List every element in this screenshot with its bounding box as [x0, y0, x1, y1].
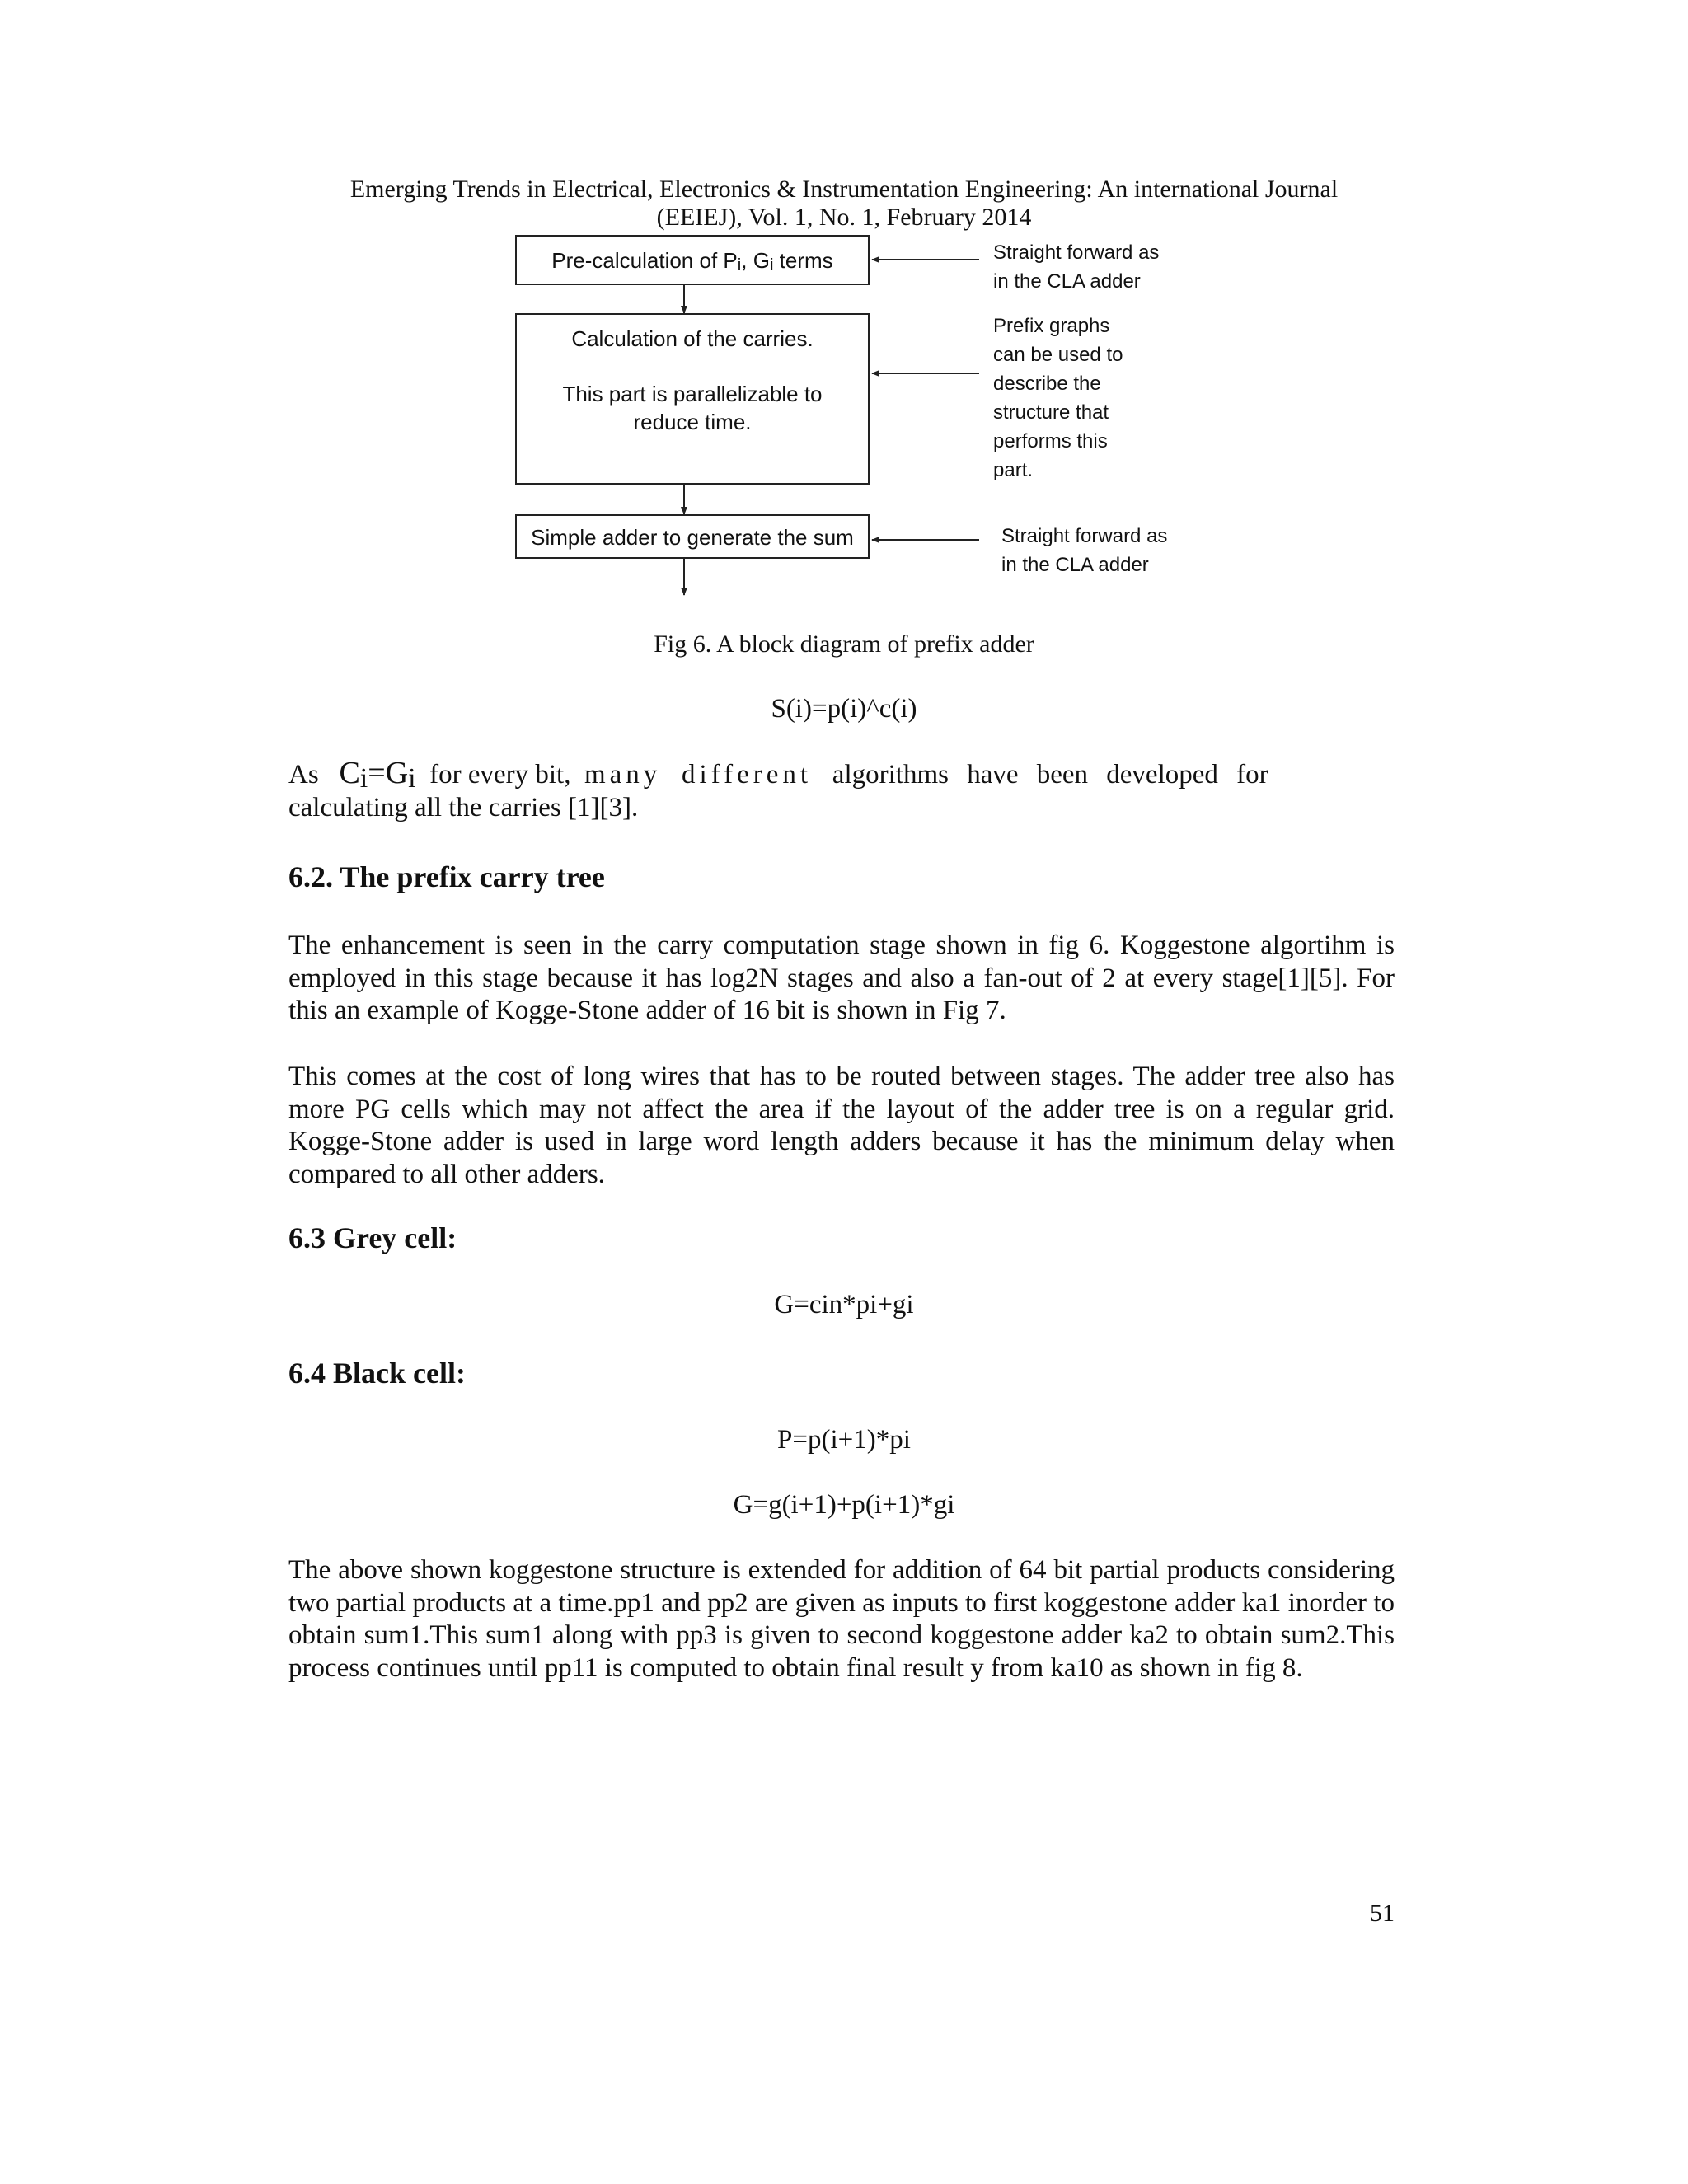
note-sum-line1: Straight forward as: [1001, 525, 1168, 547]
section-62-title: 6.2. The prefix carry tree: [288, 860, 605, 893]
equation-black-cell-g: G=g(i+1)+p(i+1)*gi: [733, 1490, 955, 1520]
precalc-label: Pre-calculation of Pi, Gi terms: [551, 248, 833, 275]
para-carries-line2: calculating all the carries [1][3].: [288, 793, 639, 823]
note-precalc-line1: Straight forward as: [993, 241, 1160, 264]
note-prefix-line2: can be used to: [993, 344, 1123, 366]
note-prefix-line1: Prefix graphs: [993, 315, 1110, 337]
note-precalc: [993, 238, 1159, 296]
note-prefix-line3: describe the: [993, 373, 1101, 395]
para-carries-line1: As Ci=Gi for every bit, many different algorithms have been developed for: [288, 756, 1268, 794]
note-sum-line2: in the CLA adder: [1001, 554, 1149, 576]
equation-grey-cell: G=cin*pi+gi: [774, 1290, 914, 1319]
section-62-para2: This comes at the cost of long wires that has to be routed between stages. The adder tree also has more PG cells which may not affect the area if the layout of the adder tree is on a regular grid. Kogge-Stone adder is used in large word length adders because it has the minimum delay when compared to all other adders.: [288, 1062, 1395, 1189]
note-prefix-line5: performs this: [993, 430, 1108, 452]
note-prefix-line4: structure that: [993, 401, 1109, 424]
sum-box: [515, 514, 870, 559]
page-number: 51: [1370, 1900, 1395, 1927]
section-64-title: 6.4 Black cell:: [288, 1357, 466, 1390]
journal-header-line2: (EEIEJ), Vol. 1, No. 1, February 2014: [656, 204, 1032, 231]
carry-calc-line2: This part is parallelizable to: [562, 382, 823, 406]
carry-calc-line1: Calculation of the carries.: [571, 326, 814, 351]
carry-calc-line3: reduce time.: [633, 410, 752, 434]
carry-calc-box: [515, 313, 870, 485]
equation-black-cell-p: P=p(i+1)*pi: [777, 1425, 911, 1455]
note-precalc-line2: in the CLA adder: [993, 270, 1141, 293]
section-62-para1: The enhancement is seen in the carry computation stage shown in fig 6. Koggestone algortihm is employed in this stage because it has log2N stages and also a fan-out of 2 at every stage[1][5]. For this an example of Kogge-Stone adder of 16 bit is shown in Fig 7.: [288, 930, 1395, 1025]
equation-sum: S(i)=p(i)^c(i): [771, 694, 917, 724]
precalc-box: [515, 235, 870, 285]
note-prefix-line6: part.: [993, 459, 1034, 481]
note-sum: [1001, 522, 1167, 579]
note-prefix-graphs: [993, 312, 1123, 485]
para-koggestone-extension: The above shown koggestone structure is extended for addition of 64 bit partial products considering two partial products at a time.pp1 and pp2 are given as inputs to first koggestone adder ka1 inorder to obtain sum1.This sum1 along with pp3 is given to second koggestone adder ka2 to obtain sum2.This process continues until pp11 is computed to obtain final result y from ka10 as shown in fig 8.: [288, 1555, 1395, 1683]
section-63-title: 6.3 Grey cell:: [288, 1221, 457, 1254]
sum-box-label: Simple adder to generate the sum: [531, 525, 854, 550]
figure-caption: Fig 6. A block diagram of prefix adder: [654, 630, 1034, 658]
journal-header-line1: Emerging Trends in Electrical, Electronics & Instrumentation Engineering: An international Journal: [349, 176, 1339, 203]
